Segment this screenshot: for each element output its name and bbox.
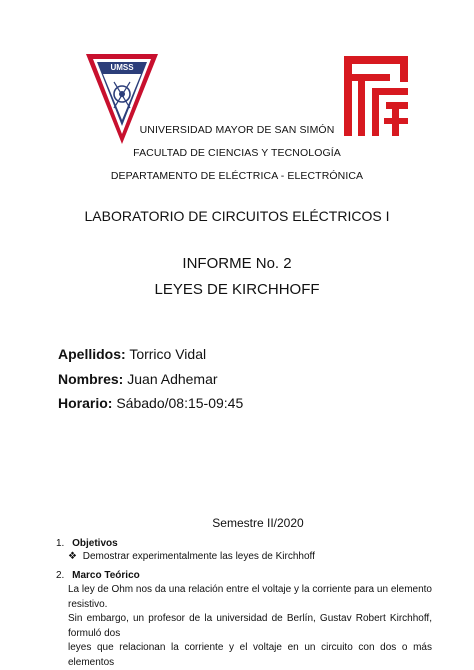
surname-label: Apellidos: [58,346,126,362]
section-number: 1. [56,538,65,549]
section-title: Marco Teórico [72,570,140,581]
paragraph-line: leyes que relacionan la corriente y el voltaje en un circuito con dos o más elementos [68,642,432,668]
surname-value: Torrico Vidal [129,346,207,362]
department-name: DEPARTAMENTO DE ELÉCTRICA - ELECTRÓNICA [110,170,364,182]
surname-field [58,346,206,362]
objective-text: Demostrar experimentalmente las leyes de Kirchhoff [82,551,315,562]
objective-item [68,551,315,562]
marco-teorico-paragraph [68,583,432,670]
name-value: Juan Adhemar [127,371,218,387]
semester: Semestre II/2020 [212,516,304,530]
report-title: LEYES DE KIRCHHOFF [154,281,320,298]
paragraph-line: La ley de Ohm nos da una relación entre el voltaje y la corriente para un elemento resistivo. [68,584,432,610]
name-label: Nombres: [58,371,124,387]
schedule-field [58,395,243,411]
name-field [58,371,218,387]
schedule-value: Sábado/08:15-09:45 [116,395,244,411]
umss-logo-text: UMSS [110,63,134,72]
report-number: INFORME No. 2 [182,255,292,272]
course-title: LABORATORIO DE CIRCUITOS ELÉCTRICOS I [84,208,390,224]
schedule-label: Horario: [58,395,113,411]
paragraph-line: Sin embargo, un profesor de la universidad de Berlín, Gustav Robert Kirchhoff, formuló dos [68,613,432,639]
section-marco-teorico [56,570,140,581]
section-title: Objetivos [72,538,118,549]
university-name: UNIVERSIDAD MAYOR DE SAN SIMÓN [139,124,335,136]
section-number: 2. [56,570,65,581]
diamond-bullet-icon: ❖ [68,551,77,562]
faculty-name: FACULTAD DE CIENCIAS Y TECNOLOGÍA [133,147,341,159]
section-objetivos [56,538,118,549]
